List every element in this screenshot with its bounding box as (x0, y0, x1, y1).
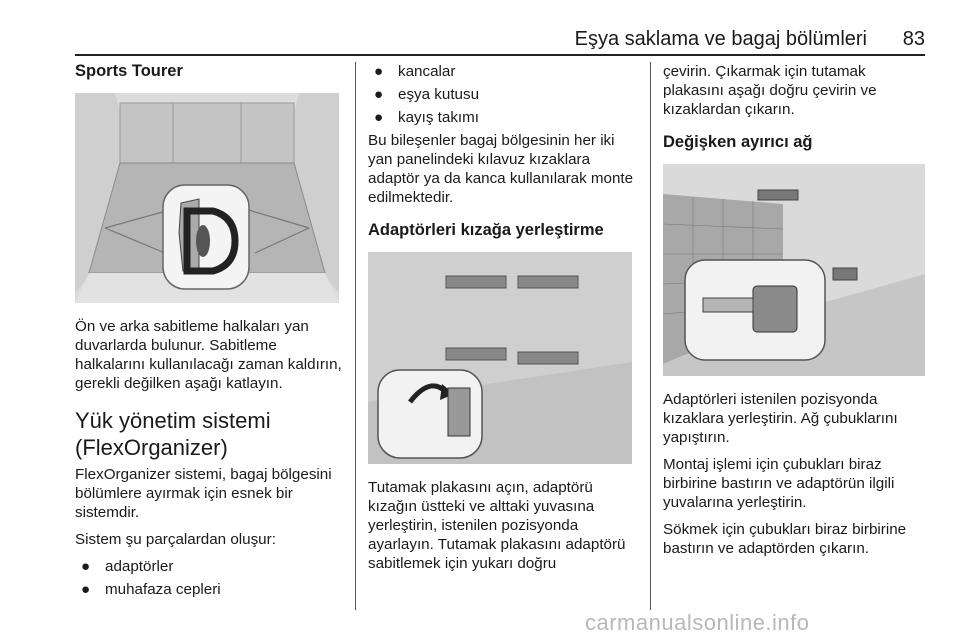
bullet-icon: ● (374, 109, 384, 126)
page-header (75, 24, 925, 54)
section-heading-sports-tourer: Sports Tourer (75, 62, 183, 80)
paragraph: Adaptörleri istenilen pozisyonda kızaklara yerleştirin. Ağ çubuklarını yapıştırın. (663, 391, 898, 446)
bullet-icon: ● (81, 558, 91, 575)
list-item: ● kancalar (374, 63, 456, 80)
column-divider (355, 62, 356, 610)
page-title: Eşya saklama ve bagaj bölümleri (574, 28, 867, 50)
list-item: ● kayış takımı (374, 109, 480, 126)
section-heading-flexorganizer (75, 407, 343, 461)
watermark: carmanualsonline.info (585, 610, 810, 635)
column-divider (650, 62, 651, 610)
list-item: ● eşya kutusu (374, 86, 480, 103)
paragraph: Sistem şu parçalardan oluşur: (75, 531, 276, 548)
adapter-rail-illustration (368, 252, 632, 464)
divider-net-image (663, 164, 925, 376)
paragraph: Sökmek için çubukları biraz birbirine bastırın ve adaptörden çıkarın. (663, 521, 907, 557)
column-2 (368, 62, 636, 581)
component-list (75, 557, 343, 599)
cargo-tie-down-illustration (75, 93, 339, 303)
paragraph: FlexOrganizer sistemi, bagaj bölgesini bölümlere ayırmak için esnek bir sistemdir. (75, 466, 332, 521)
header-rule (75, 54, 925, 56)
paragraph: Bu bileşenler bagaj bölgesinin her iki yan panelindeki kılavuz kızaklara adaptör ya da kanca kullanılarak monte edilmektedir. (368, 132, 634, 206)
bullet-icon: ● (374, 86, 384, 103)
column-1 (75, 62, 343, 603)
paragraph: çevirin. Çıkarmak için tutamak plakasını aşağı doğru çevirin ve kızaklardan çıkarın. (663, 63, 877, 118)
list-item: ● muhafaza cepleri (81, 581, 221, 598)
section-heading-line: (FlexOrganizer) (75, 435, 228, 460)
section-heading-adapters: Adaptörleri kızağa yerleştirme (368, 221, 604, 239)
adapter-rail-image (368, 252, 632, 464)
page-number: 83 (902, 28, 925, 50)
component-list (368, 62, 636, 127)
column-3 (663, 62, 925, 566)
paragraph: Ön ve arka sabitleme halkaları yan duvarlarda bulunur. Sabitleme halkalarını kullanılacağı zaman kaldırın, gerekli değilken aşağı katlayın. (75, 318, 342, 392)
section-heading-divider-net: Değişken ayırıcı ağ (663, 133, 813, 151)
bullet-icon: ● (374, 63, 384, 80)
paragraph: Tutamak plakasını açın, adaptörü kızağın üstteki ve alttaki yuvasına yerleştirin, istenilen pozisyonda ayarlayın. Tutamak plakasını adaptörü sabitlemek için yukarı doğru (368, 479, 626, 572)
bullet-icon: ● (81, 581, 91, 598)
paragraph: Montaj işlemi için çubukları biraz birbirine bastırın ve adaptörün ilgili yuvalarına yerleştirin. (663, 456, 895, 511)
section-heading-line: Yük yönetim sistemi (75, 408, 271, 433)
trunk-tie-down-image (75, 93, 339, 303)
list-item: ● adaptörler (81, 558, 174, 575)
divider-net-illustration (663, 164, 925, 376)
